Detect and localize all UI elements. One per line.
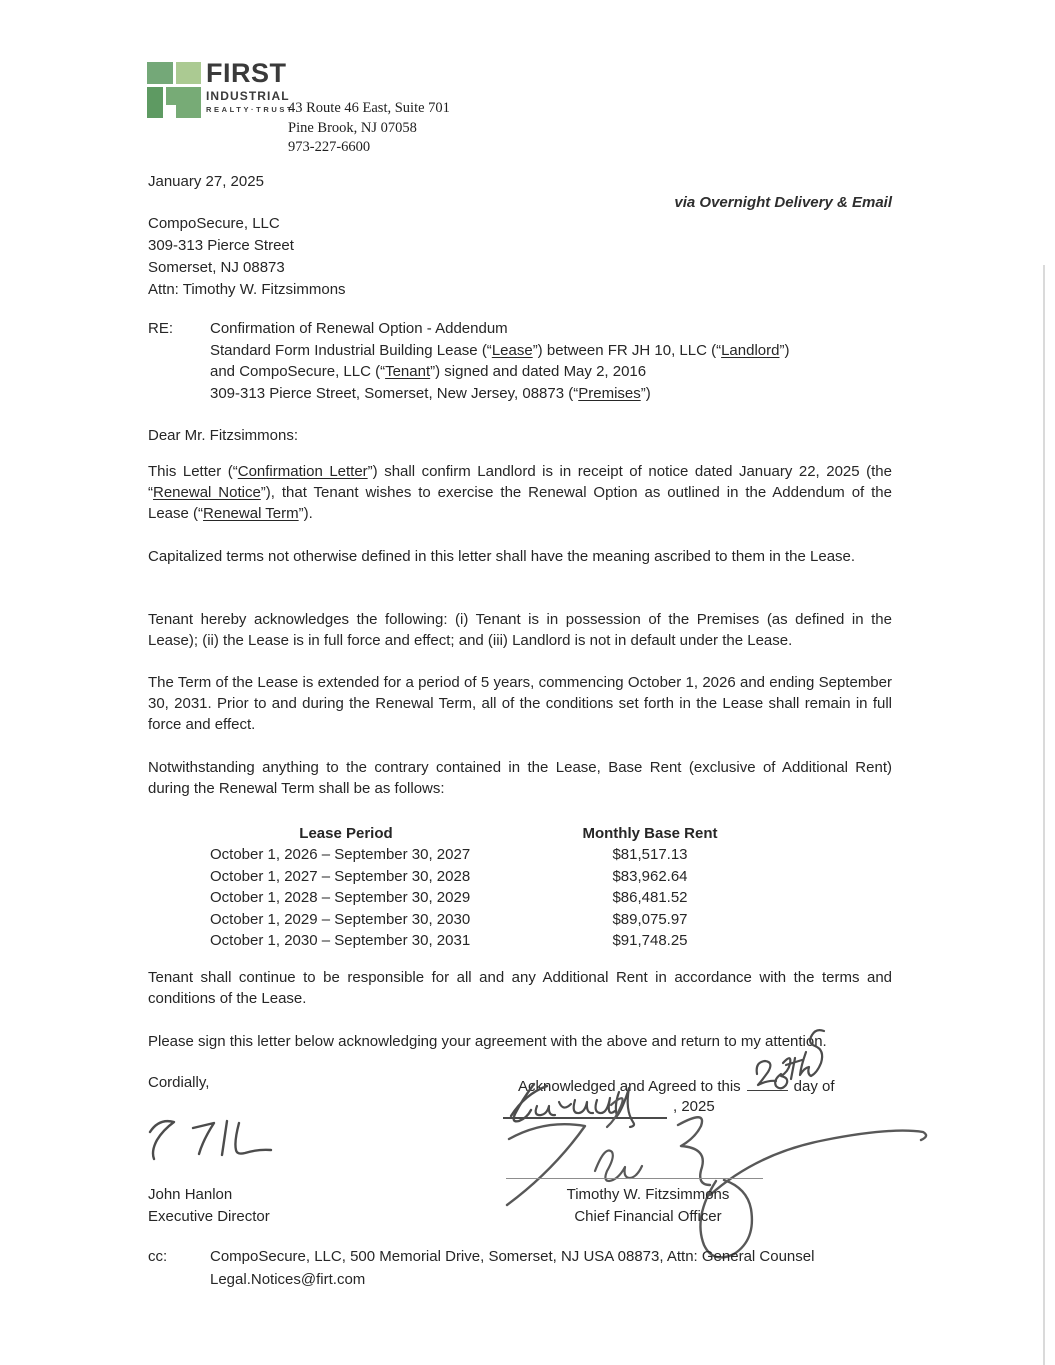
re-line-1: Confirmation of Renewal Option - Addendum — [210, 320, 508, 337]
cc-email: Legal.Notices@firt.com — [210, 1270, 366, 1288]
rent-table-row — [210, 909, 750, 930]
letter-date: January 27, 2025 — [148, 173, 264, 190]
paragraph-confirmation: This Letter (“Confirmation Letter”) shall confirm Landlord is in receipt of notice dated January 22, 2025 (the “Renewal Notice”), that Tenant wishes to exercise the Renewal Option as outlined in the Addendum of the Lease (“Renewal Term”). — [148, 463, 892, 522]
recipient-city: Somerset, NJ 08873 — [148, 259, 285, 276]
ack-text-before: Acknowledged and Agreed to this — [518, 1078, 741, 1095]
lease-period: October 1, 2030 – September 30, 2031 — [210, 932, 471, 950]
cc-block — [148, 1246, 908, 1291]
delivery-method: via Overnight Delivery & Email — [674, 194, 892, 211]
logo-block-top-right — [176, 62, 201, 84]
signature-line — [506, 1178, 763, 1179]
logo-line-first: FIRST — [206, 58, 287, 88]
sender-signature — [143, 1106, 278, 1168]
monthly-rent: $81,517.13 — [612, 846, 688, 864]
logo-line-industrial: INDUSTRIAL — [206, 89, 290, 103]
logo-block-bottom-left — [147, 87, 163, 118]
sender-title: Executive Director — [148, 1207, 270, 1225]
paragraph-acknowledgements: Tenant hereby acknowledges the following: (i) Tenant is in possession of the Premises (as defined in the Lease); (ii) the Lease is in full force and effect; and (iii) Landlord is not in default under the Lease. — [148, 611, 892, 649]
rent-table-row — [210, 844, 750, 865]
re-line-4: 309-313 Pierce Street, Somerset, New Jersey, 08873 (“Premises”) — [210, 384, 651, 402]
company-address-street: 43 Route 46 East, Suite 701 — [288, 100, 450, 116]
cc-address: CompoSecure, LLC, 500 Memorial Drive, Somerset, NJ USA 08873, Attn: General Counsel — [210, 1248, 815, 1265]
rent-table-row — [210, 866, 750, 887]
monthly-rent: $91,748.25 — [612, 932, 688, 950]
re-block — [148, 318, 892, 404]
cc-lines — [210, 1246, 814, 1291]
closing-cordially: Cordially, — [148, 1074, 210, 1091]
recipient-street: 309-313 Pierce Street — [148, 237, 294, 254]
re-label: RE: — [148, 320, 174, 337]
scan-artifact-line — [1043, 265, 1045, 1365]
paragraph-base-rent-intro: Notwithstanding anything to the contrary contained in the Lease, Base Rent (exclusive of Additional Rent) during the Renewal Term shall be as follows: — [148, 759, 892, 797]
re-line-3: and CompoSecure, LLC (“Tenant”) signed and dated May 2, 2016 — [210, 363, 647, 380]
signer-title: Chief Financial Officer — [574, 1207, 722, 1225]
paragraph-additional-rent: Tenant shall continue to be responsible for all and any Additional Rent in accordance with the terms and conditions of the Lease. — [148, 969, 892, 1007]
signer-block — [508, 1184, 788, 1227]
salutation: Dear Mr. Fitzsimmons: — [148, 427, 299, 444]
sender-name: John Hanlon — [148, 1186, 233, 1203]
lease-period: October 1, 2029 – September 30, 2030 — [210, 910, 471, 928]
rent-table — [210, 823, 750, 952]
company-address — [288, 99, 450, 158]
cc-label: cc: — [148, 1248, 168, 1265]
signer-name: Timothy W. Fitzsimmons — [566, 1186, 730, 1203]
re-line-2: Standard Form Industrial Building Lease (“Lease”) between FR JH 10, LLC (“Landlord”) — [210, 341, 790, 359]
rent-table-row — [210, 887, 750, 908]
sender-block — [148, 1184, 270, 1227]
logo-wordmark — [206, 60, 296, 114]
paragraph-capitalized-terms: Capitalized terms not otherwise defined in this letter shall have the meaning ascribed to them in the Lease. — [148, 548, 856, 565]
lease-period: October 1, 2028 – September 30, 2029 — [210, 889, 471, 907]
company-phone: 973-227-6600 — [288, 139, 371, 155]
rent-table-header-rent: Monthly Base Rent — [582, 825, 718, 842]
lease-period: October 1, 2027 – September 30, 2028 — [210, 867, 471, 885]
rent-table-header-period: Lease Period — [299, 825, 393, 842]
logo-block-top-left — [147, 62, 173, 84]
paragraph-term-extension: The Term of the Lease is extended for a period of 5 years, commencing October 1, 2026 and ending September 30, 2031. Prior to and during the Renewal Term, all of the conditions set forth in the Lease shall remain in full force and effect. — [148, 674, 892, 733]
recipient-attn: Attn: Timothy W. Fitzsimmons — [148, 281, 346, 298]
rent-table-header — [210, 823, 750, 844]
paragraph-please-sign: Please sign this letter below acknowledging your agreement with the above and return to my attention. — [148, 1033, 827, 1050]
rent-table-row — [210, 930, 750, 951]
logo-line-realty-trust: REALTY·TRUST — [206, 105, 295, 114]
ack-text-after: day of — [793, 1078, 835, 1095]
re-lines — [210, 318, 789, 404]
handwritten-day — [745, 1022, 830, 1097]
recipient-company: CompoSecure, LLC — [148, 215, 280, 232]
company-address-city: Pine Brook, NJ 07058 — [288, 119, 417, 136]
year-label: , 2025 — [673, 1098, 715, 1115]
logo-notch — [166, 105, 176, 118]
company-logo — [147, 62, 201, 118]
recipient-block — [148, 213, 346, 301]
monthly-rent: $83,962.64 — [612, 867, 688, 885]
monthly-rent: $89,075.97 — [612, 910, 688, 928]
monthly-rent: $86,481.52 — [612, 889, 688, 907]
lease-period: October 1, 2026 – September 30, 2027 — [210, 846, 471, 864]
